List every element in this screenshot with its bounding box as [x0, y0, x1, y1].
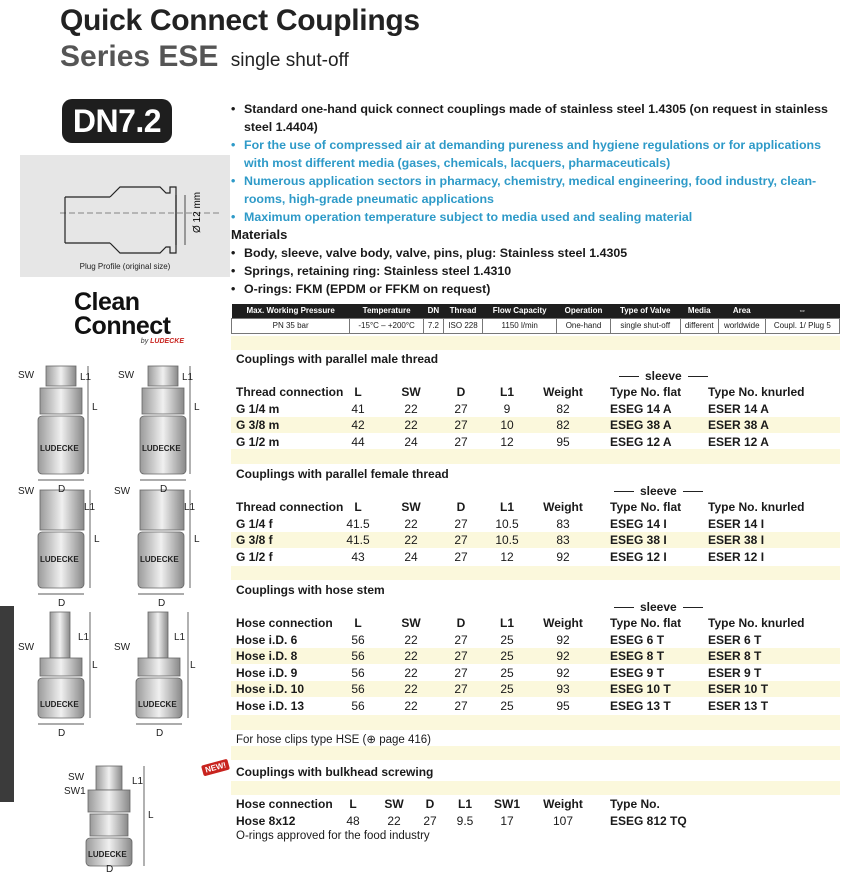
table-cell: 83 — [556, 516, 570, 531]
series-title — [60, 40, 349, 74]
table-cell: 41.5 — [346, 516, 370, 531]
section-bulk-title: Couplings with bulkhead screwing — [236, 765, 434, 779]
table-cell: ESER 9 T — [708, 665, 762, 680]
table-cell: 43 — [351, 549, 365, 564]
band — [231, 449, 840, 464]
dim-sw: SW — [18, 642, 35, 653]
material-3: • O-rings: FKM (EPDM or FFKM on request) — [231, 280, 841, 298]
column-header: L — [349, 797, 357, 811]
table-row — [231, 681, 840, 697]
hose-stem-flat — [50, 612, 70, 658]
band — [231, 746, 840, 760]
table-cell: G 1/4 m — [236, 401, 280, 416]
logo-line1: Clean — [74, 288, 140, 316]
dim-l1: L1 — [80, 372, 92, 383]
table-cell: 25 — [500, 632, 514, 647]
table-cell: 56 — [351, 665, 365, 680]
table-row — [231, 698, 840, 714]
table-cell: 27 — [454, 549, 468, 564]
food-note: O-rings approved for the food industry — [236, 830, 430, 842]
column-header: D — [456, 616, 466, 630]
spec-value: different — [680, 318, 718, 333]
table-cell: 10 — [500, 418, 514, 432]
table-cell: Hose i.D. 9 — [236, 665, 298, 680]
plug-profile — [20, 155, 230, 277]
hose-clips-note: For hose clips type HSE (⊕ page 416) — [236, 734, 432, 746]
table-row — [231, 648, 840, 664]
table-cell: 25 — [500, 682, 514, 696]
table-cell: 27 — [454, 665, 468, 680]
material-1: • Body, sleeve, valve body, valve, pins, plug: Stainless steel 1.4305 — [231, 244, 841, 262]
table-cell: 56 — [351, 698, 365, 713]
table-cell: 12 — [500, 549, 514, 564]
material-2: • Springs, retaining ring: Stainless steel 1.4310 — [231, 262, 841, 280]
table-header-row — [231, 615, 840, 631]
table-cell: ESEG 12 I — [610, 549, 667, 564]
table-cell: ESEG 14 A — [610, 401, 672, 416]
table-cell: 22 — [404, 401, 418, 416]
column-header: Thread connection — [236, 385, 344, 399]
spec-header: Thread — [443, 304, 482, 318]
table-cell: 22 — [387, 813, 401, 828]
plug-profile-drawing — [20, 155, 230, 265]
table-row — [231, 532, 840, 548]
clean-connect-logo — [74, 290, 184, 345]
band — [231, 781, 840, 795]
column-header: SW1 — [493, 797, 520, 811]
table-cell: 27 — [454, 682, 468, 696]
table-cell: 22 — [404, 418, 418, 432]
plug-caption: Plug Profile (original size) — [79, 262, 171, 271]
column-header: Type No. knurled — [708, 385, 805, 399]
column-header: D — [456, 385, 466, 399]
spec-header: Type of Valve — [610, 304, 680, 318]
column-header: D — [425, 797, 435, 811]
bullet-2: • For the use of compressed air at demanding pureness and hygiene regulations or for applications with most different media (gases, chemicals, lacquers, pharmaceuticals) — [231, 136, 841, 172]
dim-sw: SW — [18, 486, 35, 497]
table-cell: ESER 14 I — [708, 516, 765, 531]
dim-sw1: SW1 — [64, 786, 86, 797]
table-cell: 27 — [454, 533, 468, 547]
table-cell: 95 — [556, 698, 570, 713]
spec-header: Area — [718, 304, 765, 318]
column-header: Weight — [543, 616, 583, 630]
coupling-illustrations — [14, 362, 229, 872]
column-header: SW — [401, 385, 421, 399]
bulkhead-top — [96, 766, 122, 790]
spec-table — [231, 304, 840, 334]
dim-l: L — [92, 402, 98, 413]
table-cell: ESEG 6 T — [610, 632, 665, 647]
dim-l: L — [148, 810, 154, 821]
column-header: L1 — [499, 616, 514, 630]
table-cell: G 1/2 m — [236, 434, 280, 449]
column-header: Thread connection — [236, 500, 344, 514]
female-hex-flat — [40, 490, 84, 530]
table-cell: 17 — [500, 813, 514, 828]
table-row — [231, 665, 840, 681]
table-cell: G 1/4 f — [236, 516, 273, 531]
column-header: Type No. knurled — [708, 616, 805, 630]
table-cell: 92 — [556, 665, 570, 680]
dim-d: D — [58, 598, 66, 609]
dim-l: L — [194, 534, 200, 545]
table-cell: 22 — [404, 533, 418, 547]
section-male-title: Couplings with parallel male thread — [236, 352, 439, 366]
table-cell: 92 — [556, 632, 570, 647]
table-row — [231, 549, 840, 565]
sleeve-label: sleeve — [608, 600, 709, 614]
table-header-row — [231, 384, 840, 400]
materials-heading: Materials — [231, 227, 288, 242]
column-header: Type No. knurled — [708, 500, 805, 514]
dim-sw: SW — [114, 486, 131, 497]
coupling-brand-tag: LUDECKE — [138, 700, 177, 709]
table-cell: 56 — [351, 649, 365, 663]
table-cell: ESER 38 I — [708, 533, 765, 547]
table-cell: 42 — [351, 418, 365, 432]
coupling-brand-tag: LUDECKE — [88, 850, 127, 859]
column-header: SW — [401, 500, 421, 514]
table-cell: 22 — [404, 632, 418, 647]
table-cell: 27 — [454, 401, 468, 416]
table-cell: ESEG 38 A — [610, 418, 672, 432]
table-cell: Hose i.D. 13 — [236, 698, 305, 713]
column-header: Type No. — [610, 797, 660, 811]
section-hose-title: Couplings with hose stem — [236, 583, 385, 597]
dim-l1: L1 — [84, 502, 96, 513]
dim-l1: L1 — [78, 632, 90, 643]
table-cell: 9 — [503, 401, 511, 416]
table-cell: ESER 12 A — [708, 434, 769, 449]
table-cell: 9.5 — [456, 813, 474, 828]
spec-value: 7.2 — [423, 318, 443, 333]
table-cell: 41 — [351, 401, 365, 416]
column-header: L1 — [499, 500, 514, 514]
table-cell: 27 — [454, 516, 468, 531]
series-name: Series ESE — [60, 40, 219, 73]
table-cell: ESER 8 T — [708, 649, 762, 663]
dim-sw: SW — [68, 772, 85, 783]
column-header: Hose connection — [236, 797, 333, 811]
sleeve-label: sleeve — [608, 484, 709, 498]
column-header: L1 — [457, 797, 472, 811]
table-cell: G 1/2 f — [236, 549, 273, 564]
coupling-brand-tag: LUDECKE — [40, 700, 79, 709]
table-cell: ESEG 13 T — [610, 698, 671, 713]
table-cell: ESEG 812 TQ — [610, 813, 687, 828]
table-cell: 27 — [454, 418, 468, 432]
spec-value: -15°C – +200°C — [350, 318, 424, 333]
dim-l: L — [190, 660, 196, 671]
table-cell: 25 — [500, 665, 514, 680]
spec-value: ISO 228 — [443, 318, 482, 333]
table-cell: ESER 6 T — [708, 632, 762, 647]
column-header: L — [354, 500, 362, 514]
coupling-brand-tag: LUDECKE — [40, 444, 79, 453]
spec-value: Coupl. 1/ Plug 5 — [765, 318, 839, 333]
column-header: Hose connection — [236, 616, 333, 630]
table-cell: ESEG 10 T — [610, 682, 671, 696]
table-cell: 22 — [404, 682, 418, 696]
table-cell: 82 — [556, 418, 570, 432]
spec-header: DN — [423, 304, 443, 318]
dim-d: D — [58, 484, 66, 495]
table-cell: ESER 14 A — [708, 401, 769, 416]
table-cell: 27 — [454, 632, 468, 647]
table-row — [231, 632, 840, 648]
dim-sw: SW — [118, 370, 135, 381]
table-cell: 56 — [351, 682, 365, 696]
table-cell: 27 — [454, 698, 468, 713]
dn-badge: DN7.2 — [62, 99, 172, 143]
coupling-brand-tag: LUDECKE — [40, 555, 79, 564]
table-row — [231, 417, 840, 433]
table-row — [231, 401, 840, 417]
dim-l: L — [94, 534, 100, 545]
column-header: Weight — [543, 385, 583, 399]
column-header: Type No. flat — [610, 500, 682, 514]
table-cell: 41.5 — [346, 533, 370, 547]
table-cell: 92 — [556, 549, 570, 564]
spec-header-icon: ⇔ — [765, 304, 839, 318]
column-header: L1 — [499, 385, 514, 399]
column-header: D — [456, 500, 466, 514]
table-cell: 12 — [500, 434, 514, 449]
male-hex-flat — [40, 388, 82, 414]
table-cell: 10.5 — [495, 533, 519, 547]
dim-l1: L1 — [174, 632, 186, 643]
table-cell: ESER 13 T — [708, 698, 769, 713]
spec-header: Temperature — [350, 304, 424, 318]
spec-value: worldwide — [718, 318, 765, 333]
dim-d: D — [158, 598, 166, 609]
table-cell: Hose i.D. 10 — [236, 682, 305, 696]
column-header: Type No. flat — [610, 385, 682, 399]
table-cell: 92 — [556, 649, 570, 663]
table-cell: 25 — [500, 649, 514, 663]
table-cell: G 3/8 m — [236, 418, 280, 432]
dim-l: L — [92, 660, 98, 671]
table-cell: Hose i.D. 8 — [236, 649, 298, 663]
spec-header: Max. Working Pressure — [232, 304, 350, 318]
dim-d: D — [156, 728, 164, 739]
spec-header: Flow Capacity — [483, 304, 557, 318]
page-title: Quick Connect Couplings — [60, 4, 420, 37]
series-subtitle: single shut-off — [230, 50, 349, 71]
table-cell: ESER 38 A — [708, 418, 769, 432]
dim-sw: SW — [18, 370, 35, 381]
table-cell: ESEG 8 T — [610, 649, 665, 663]
spec-value: One-hand — [557, 318, 611, 333]
spec-header: Media — [680, 304, 718, 318]
table-cell: 56 — [351, 632, 365, 647]
table-cell: G 3/8 f — [236, 533, 273, 547]
section-female-title: Couplings with parallel female thread — [236, 467, 449, 481]
table-cell: Hose i.D. 6 — [236, 632, 298, 647]
table-header-row — [231, 499, 840, 515]
dim-l1: L1 — [182, 372, 194, 383]
table-row — [231, 434, 840, 450]
logo-by: by — [140, 338, 149, 345]
column-header: Type No. flat — [610, 616, 682, 630]
table-cell: ESER 10 T — [708, 682, 769, 696]
bullet-4: • Maximum operation temperature subject to media used and sealing material — [231, 208, 841, 226]
table-cell: 44 — [351, 434, 365, 449]
table-cell: ESEG 14 I — [610, 516, 667, 531]
dim-d: D — [160, 484, 168, 495]
spec-value: 1150 l/min — [483, 318, 557, 333]
feature-list — [231, 100, 841, 298]
table-cell: 22 — [404, 665, 418, 680]
table-cell: 48 — [346, 813, 360, 828]
dim-l1: L1 — [184, 502, 196, 513]
bullet-1: • Standard one-hand quick connect couplings made of stainless steel 1.4305 (on request in stainless steel 1.4404) — [231, 100, 841, 136]
side-bar — [0, 606, 14, 802]
spec-header: Operation — [557, 304, 611, 318]
dim-d: D — [58, 728, 66, 739]
column-header: Weight — [543, 500, 583, 514]
table-cell: 27 — [454, 649, 468, 663]
logo-line2: Connect — [74, 312, 171, 340]
table-header-row — [231, 796, 840, 812]
new-badge: NEW! — [201, 759, 230, 777]
table-cell: 22 — [404, 649, 418, 663]
table-cell: 22 — [404, 698, 418, 713]
table-row — [231, 813, 840, 829]
table-cell: ESEG 9 T — [610, 665, 665, 680]
column-header: Weight — [543, 797, 583, 811]
dim-d: D — [106, 864, 114, 872]
dim-l1: L1 — [132, 776, 144, 787]
band — [231, 336, 840, 350]
table-cell: 27 — [454, 434, 468, 449]
dim-sw: SW — [114, 642, 131, 653]
table-cell: ESER 12 I — [708, 549, 765, 564]
dim-l: L — [194, 402, 200, 413]
table-cell: 95 — [556, 434, 570, 449]
plug-diameter-label: Ø 12 mm — [192, 191, 203, 233]
table-cell: 10.5 — [495, 516, 519, 531]
table-cell: 83 — [556, 533, 570, 547]
column-header: SW — [384, 797, 404, 811]
table-cell: ESEG 38 I — [610, 533, 667, 547]
coupling-brand-tag: LUDECKE — [142, 444, 181, 453]
table-cell: 82 — [556, 401, 570, 416]
table-cell: ESEG 12 A — [610, 434, 672, 449]
table-cell: 27 — [423, 813, 437, 828]
table-row — [231, 516, 840, 532]
column-header: SW — [401, 616, 421, 630]
logo-maker: LUDECKE — [150, 338, 184, 345]
spec-value: single shut-off — [610, 318, 680, 333]
band — [231, 715, 840, 730]
sleeve-label: sleeve — [613, 369, 714, 383]
table-cell: Hose 8x12 — [236, 813, 296, 828]
band — [231, 566, 840, 580]
table-cell: 25 — [500, 698, 514, 713]
table-cell: 24 — [404, 434, 418, 449]
column-header: L — [354, 616, 362, 630]
bullet-3: • Numerous application sectors in pharmacy, chemistry, medical engineering, food industry, clean-rooms, high-grade pneumatic applications — [231, 172, 841, 208]
coupling-brand-tag: LUDECKE — [140, 555, 179, 564]
male-thread-flat — [46, 366, 76, 386]
spec-value: PN 35 bar — [232, 318, 350, 333]
table-cell: 24 — [404, 549, 418, 564]
table-cell: 93 — [556, 682, 570, 696]
table-cell: 107 — [552, 813, 574, 828]
table-cell: 22 — [404, 516, 418, 531]
column-header: L — [354, 385, 362, 399]
